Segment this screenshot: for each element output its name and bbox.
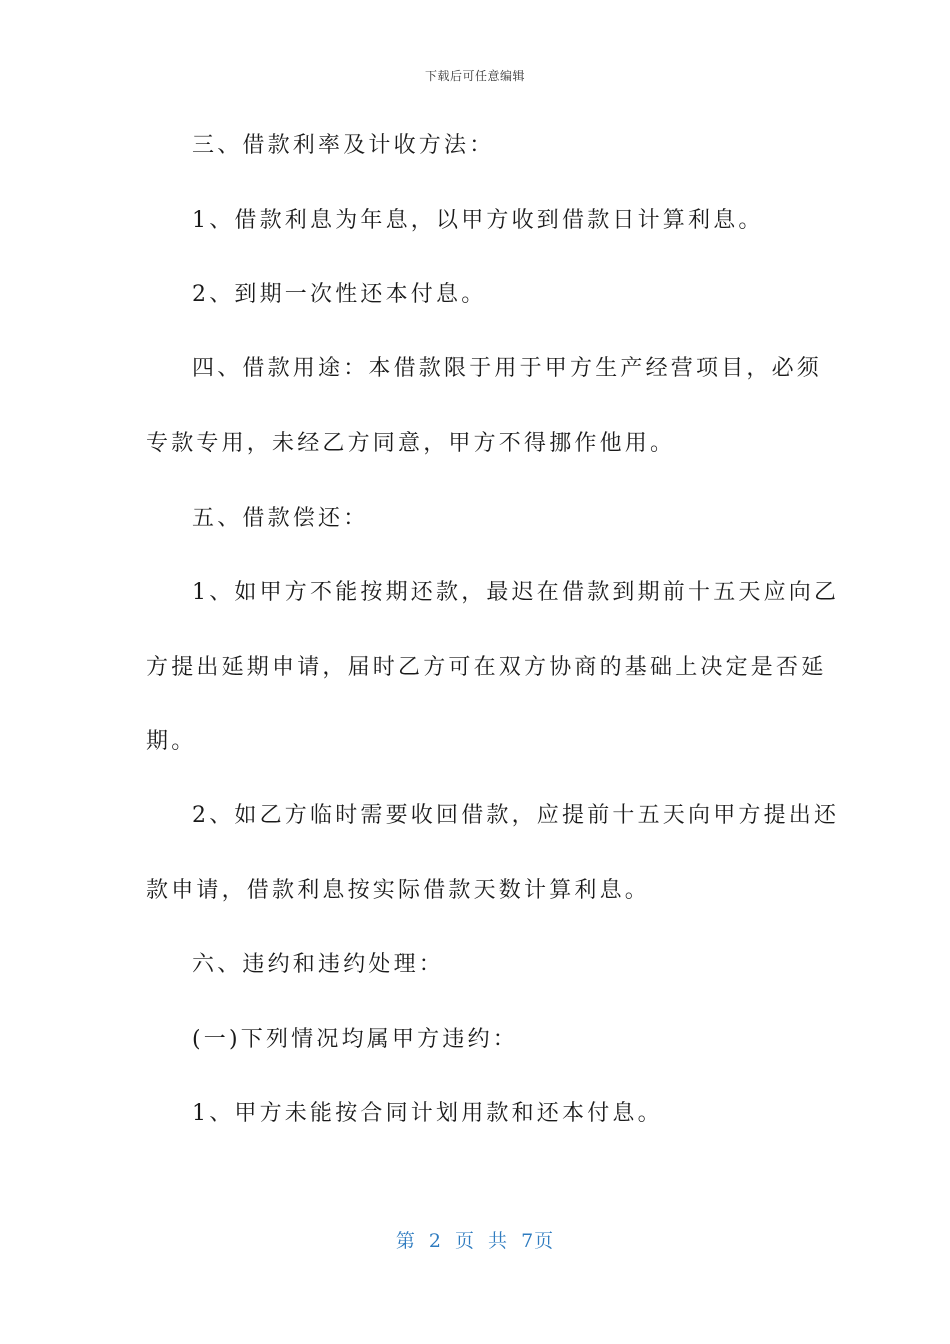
paragraph-continuation: 方提出延期申请，届时乙方可在双方协商的基础上决定是否延 <box>146 655 827 680</box>
section-heading-breach: 六、违约和违约处理： <box>192 952 445 977</box>
section-heading-purpose: 四、借款用途：本借款限于用于甲方生产经营项目，必须 <box>192 356 823 381</box>
section-heading-repayment: 五、借款偿还： <box>192 506 369 531</box>
clause-breach-1: 1、甲方未能按合同计划用款和还本付息。 <box>192 1101 663 1126</box>
clause-repayment-2: 2、如乙方临时需要收回借款，应提前十五天向甲方提出还 <box>192 803 840 828</box>
header-note: 下载后可任意编辑 <box>424 69 525 83</box>
page-number-footer: 第 2 页 共 7页 <box>395 1230 555 1252</box>
paragraph-continuation: 专款专用，未经乙方同意，甲方不得挪作他用。 <box>146 431 676 456</box>
paragraph-continuation: 款申请，借款利息按实际借款天数计算利息。 <box>146 878 651 903</box>
paragraph-continuation: 期。 <box>146 729 197 754</box>
clause-interest-1: 1、借款利息为年息，以甲方收到借款日计算利息。 <box>192 208 764 233</box>
section-heading-interest: 三、借款利率及计收方法： <box>192 133 495 158</box>
clause-repayment-1: 1、如甲方不能按期还款，最迟在借款到期前十五天应向乙 <box>192 580 840 605</box>
clause-interest-2: 2、到期一次性还本付息。 <box>192 282 487 307</box>
subsection-heading-party-a-breach: (一)下列情况均属甲方违约： <box>192 1027 518 1052</box>
